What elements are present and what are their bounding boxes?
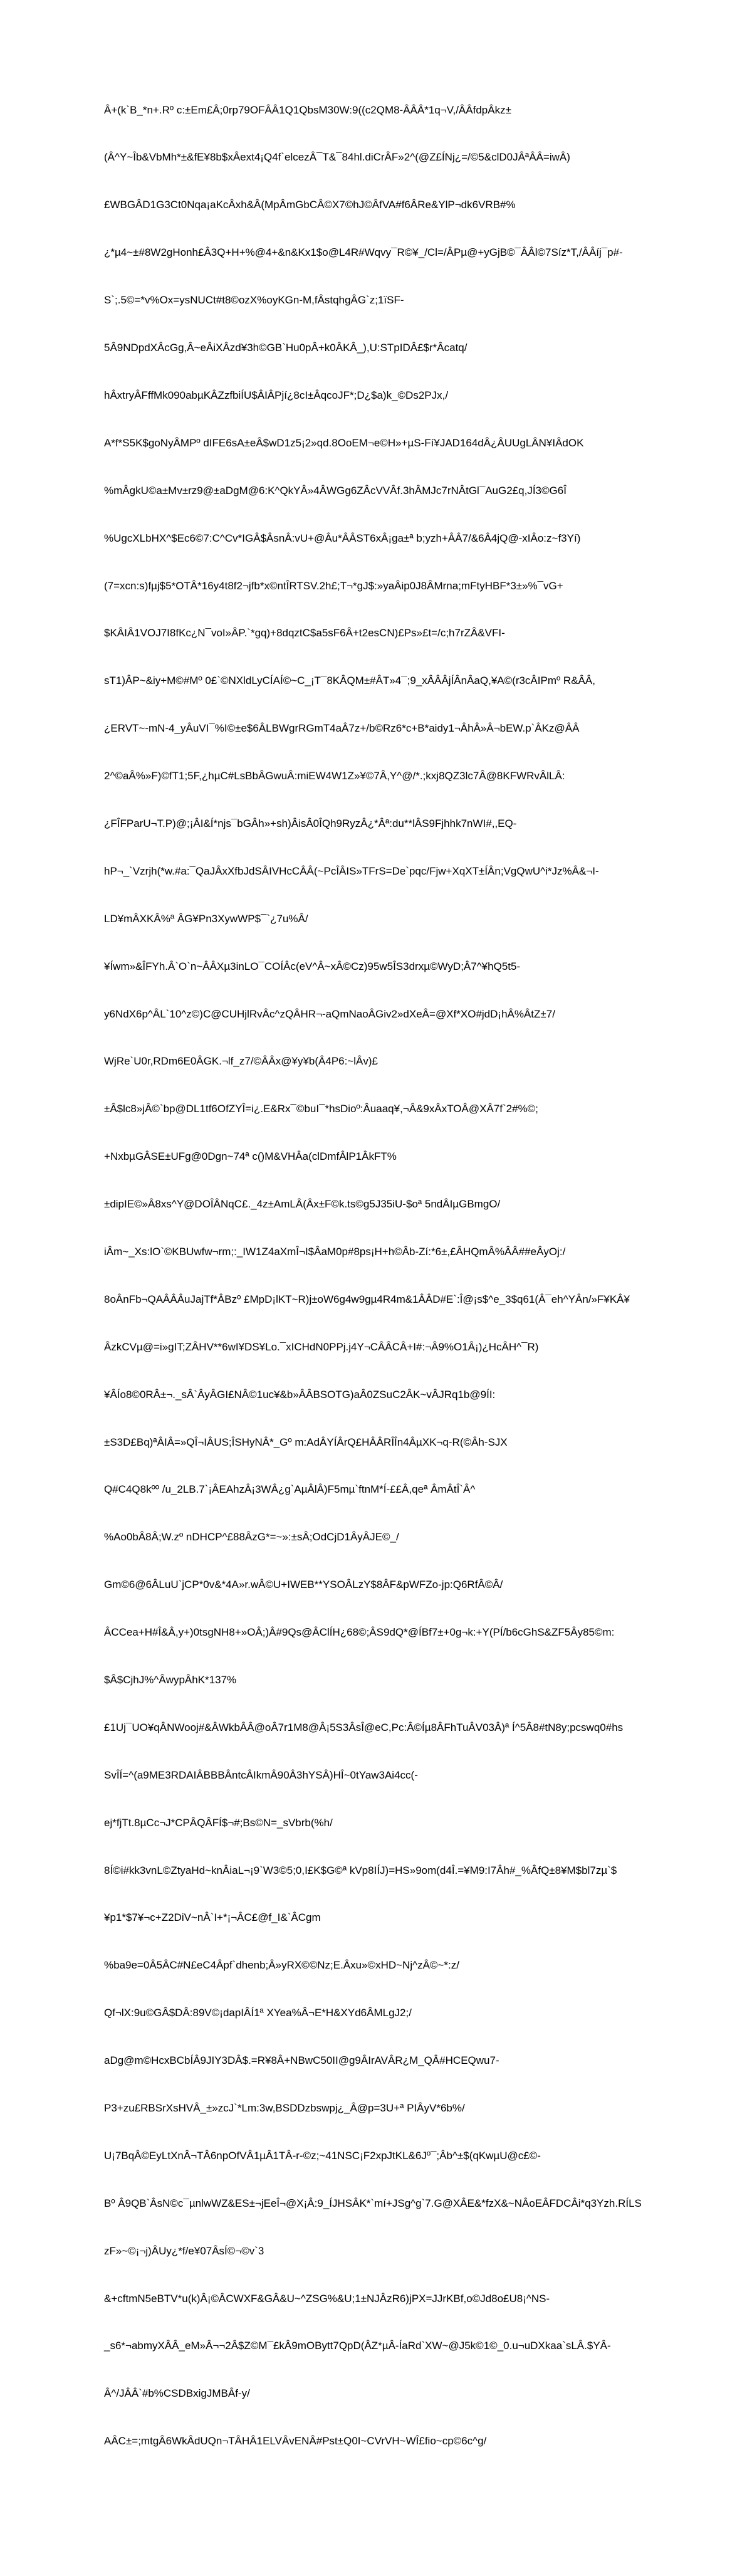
text-line: zF»~©¡¬j)ÂUy¿*f/e¥07ÂsÍ©¬©v`3 <box>104 2244 264 2257</box>
text-line: ¥Íwm»&ÎFYh.Â`O`n~ÂÂXµ3inLO¯COÍÂc(eV^Â~xÂ©Cz)95w5ÎS3drxµ©WyD;Â7^¥hQ5t5- <box>104 960 521 972</box>
text-line: Bº Â9QB`ÂsN©c¯µnlwWZ&ES±¬jEeÎ¬@X¡Â:9_ÍJHSÂK*`mí+JSg^g`7.G@XÂE&*fzX&~NÂoEÂFDCÂi*q3Yzh.RÍLS <box>104 2197 642 2209</box>
text-line: Q#C4Q8kºº /u_2LB.7`¡ÂEAhzÂ¡3WÂ¿g`AµÂlÂ)F5mµ`ftnM*Í-££Â,qeª ÂmÂtÎ`Â^ <box>104 1483 476 1496</box>
text-line: Â+(k`B_*n+.Rº c:±Em£Â;0rp79OFÂÂ1Q1QbsM30W:9((c2QM8-ÂÂÂ*1q¬V,/ÂÂfdpÂkz± <box>104 103 511 116</box>
text-line: &+cftmN5eBTV*u(k)Â¡©ÂCWXF&GÂ&U~^ZSG%&U;1±NJÂzR6)jPX=JJrKBf,o©Jd8o£U8¡^NS- <box>104 2292 550 2305</box>
text-line: 5Â9NDpdXÂcGg,Â~eÂiXÂzd¥3h©GB`Hu0pÂ+k0ÂKÂ_),U:STpIDÂ£$r*Âcatq/ <box>104 342 467 354</box>
text-line: $KÂIÂ1VOJ7I8fKc¿N¯voI»ÂP.`*gq)+8dqztC$a5sF6Â+t2esCN)£Ps»£t=/c;h7rZÂ&VFI- <box>104 627 505 639</box>
text-line: ¥p1*$7¥¬c+Z2DiV~nÂ`I+*¡¬ÂC£@f_I&`ÂCgm <box>104 1911 321 1924</box>
text-line: iÂm~_Xs:lO`©KBUwfw¬rm;:_IW1Z4aXmÎ¬I$ÂaM0p#8ps¡H+h©Âb-Zí:*6±,£ÂHQmÂ%ÂÂ##eÂyOj:/ <box>104 1245 566 1258</box>
text-line: %ba9e=0Â5ÂC#N£eC4Âpf`dhenb;Â»yRX©©Nz;E.Âxu»©xHD~Nj^zÂ©~*:z/ <box>104 1959 459 1972</box>
text-line: LD¥mÂXKÂ%ª ÂG¥Pn3XywWP$¯`¿7u%Â/ <box>104 912 308 925</box>
text-line: P3+zu£RBSrXsHVÂ_±»zcJ`*Lm:3w,BSDDzbswpj¿_Â@p=3U+ª PIÂyV*6b%/ <box>104 2102 465 2114</box>
text-line: 8Í©i#kk3vnL©ZtyaHd~knÂiaL¬¡9`W3©5;0,I£K$G©ª kVp8IÍJ)=HS»9om(d4Î.=¥M9:I7Âh#_%ÂfQ±8¥M$bl7zµ`$ <box>104 1864 617 1876</box>
text-line <box>104 2481 706 2496</box>
text-line: ±S3D£Bq)ªÂIÂ=»QÎ¬IÂUS;ÎSHyNÂ*_Gº m:AdÂYÍÂrQ£HÂÂRÎÎn4ÂµXK¬q-R(©Âh-SJX <box>104 1436 508 1448</box>
text-line: £1Uj¯UO¥qÂNWooj#&ÂWkbÂÂ@oÂ7r1M8@Â¡5S3ÂsÎ@eC,Pc:Â©Íµ8ÂFhTuÂV03Â)ª Í^5Â8#tN8y;pcswq0#hs <box>104 1721 624 1733</box>
text-line: y6NdX6p^ÂL`10^z©)C@CUHjlRvÂc^zQÂHR¬-aQmNaoÂGiv2»dXeÂ=@Xf*XO#jdD¡hÂ%ÂtZ±7/ <box>104 1007 555 1020</box>
text-line: 8oÂnFb¬QAÂÂÂuJajTf*ÂBzº £MpD¡lKT~R)j±oW6g4w9gµ4R4m&1ÂÂD#E`:Î@¡s$^e_3$q61(Â¯eh^YÂn/»F¥KÂ¥ <box>104 1293 630 1305</box>
text-line: %mÂgkU©a±Mv±rz9@±aDgM@6:K^QkYÂ»4ÂWGg6ZÂcVVÂf.3hÂMJc7rNÂtGl¯AuG2£q,JÍ3©G6Î <box>104 484 567 497</box>
text-line: £WBGÂD1G3Ct0Nqa¡aKcÂxh&Â(MpÂmGbCÂ©X7©hJ©ÂfVA#f6ÂRe&YlP¬dk6VRB#% <box>104 199 516 211</box>
text-line: (Â^Y~Îb&VbMh*±&fE¥8b$xÂext4¡Q4f`elcezÂ¯T&¯84hl.diCrÂF»2^(@Z£ÍNj¿=/©5&clD0JÂªÂÂ=iwÂ) <box>104 151 570 164</box>
text-line: ¥ÂÍo8©0RÂ±¬._sÂ`ÂyÂGI£NÂ©1uc¥&b»ÂÂBSOTG)aÂ0ZSuC2ÂK~vÂJRq1b@9ÍI: <box>104 1388 496 1401</box>
text-line: ¿ERVT~-mN-4_yÂuVI¯%I©±e$6ÂLBWgrRGmT4aÂ7z+/b©Rz6*c+B*aidy1¬ÂhÂ»Â¬bEW.p`ÂKz@ÂÂ <box>104 722 580 735</box>
document-body <box>104 70 706 2576</box>
text-line: $Â$CjhJ%^ÂwypÂhK*137% <box>104 1673 237 1686</box>
text-line: ¿FÎFParU¬T.P)@;¡ÂI&Í*njs¯bGÂh»+sh)ÂisÂ0ÎQh9RyzÂ¿*Âª:du**lÂS9Fjhhk7nWI#,,EQ- <box>104 817 517 829</box>
text-line: SvÎÍ=^(a9ME3RDAIÂBBBÂntcÂIkmÂ90Â3hYSÂ)HÎ~0tYaw3Ai4cc(- <box>104 1769 418 1781</box>
text-line: ÂzkCVµ@=i»gIT;ZÂHV**6wI¥DS¥Lo.¯xICHdN0PPj.j4Y¬CÂÂCÂ+I#:¬Â9%O1Â¡)¿HcÂH^¯R) <box>104 1340 539 1353</box>
text-line: %Ao0bÂ8Â;W.zº nDHCP^£88ÂzG*=~»:±sÂ;OdCjD1ÂyÂJE©_/ <box>104 1531 399 1543</box>
text-line: 2^©aÂ%»F)©fT1;5F,¿hµC#LsBbÂGwuÂ:miEW4W1Z»¥©7Â,Y^@/*.;kxj8QZ3lc7Â@8KFWRvÂlLÂ: <box>104 770 565 782</box>
text-line: U¡7BqÂ©EyLtXnÂ¬TÂ6npOfVÂ1µÂ1TÂ-r-©z;~41NSC¡F2xpJtKL&6Jº¯;Âb^±$(qKwµU@c£©- <box>104 2149 541 2162</box>
text-line: _s6*¬abmyXÂÂ_eM»Â¬¬2Â$Z©M¯£kÂ9mOBytt7QpD(ÂZ*µÂ-ÍaRd`XW~@J5k©1©_0.u¬uDXkaa`sLÂ.$YÂ- <box>104 2340 611 2352</box>
text-line: ±dipIE©»Â8xs^Y@DOÎÂNqC£._4z±AmLÂ(Âx±F©k.ts©g5J35iU-$oª 5ndÂIµGBmgO/ <box>104 1198 501 1211</box>
text-line: %UgcXLbHX^$Ec6©7:C^Cv*IGÂ$ÂsnÂ:vU+@Âu*ÂÂST6xÂ¡ga±ª b;yzh+ÂÂ7/&6Â4jQ@-xIÂo:z~f3Yí) <box>104 532 581 544</box>
text-line: +NxbµGÂSE±UFg@0Dgn~74ª c()M&VHÂa(clDmfÂlP1ÂkFT% <box>104 1150 397 1163</box>
text-line: ¿*µ4~±#8W2gHonh£Â3Q+H+%@4+&n&Kx1$o@L4R#Wqvy¯R©¥_/Cl=/ÂPµ@+yGjB©¯ÂÂl©7Síz*T,/ÂÂíj¯p#- <box>104 246 623 259</box>
text-line: WjRe`U0r,RDm6E0ÂGK.¬lf_z7/©ÂÂx@¥y¥b(Â4P6:~lÂv)£ <box>104 1055 378 1068</box>
text-line: Â^/JÂÂ`#b%CSDBxigJMBÂf-y/ <box>104 2387 250 2400</box>
text-line <box>104 2528 706 2544</box>
text-line: S`;.5©=*v%Ox=ysNUCt#t8©ozX%oyKGn-M,fÂstqhgÂG`z;1ïSF- <box>104 294 404 307</box>
text-line: AÂC±=;mtgÂ6WkÂdUQn¬TÂHÂ1ELVÂvENÂ#Pst±Q0I~CVrVH~WÎ£fio~cp©6c^g/ <box>104 2435 487 2447</box>
text-line: ej*fjTt.8µCc¬J*CPÂQÂFÍ$¬#;Bs©N=_sVbrb(%h/ <box>104 1816 333 1829</box>
text-line: aDg@m©HcxBCbÍÂ9JIY3DÂ$.=R¥8Â+NBwC50II@g9ÂIrAVÂR¿M_QÂ#HCEQwu7- <box>104 2054 499 2067</box>
text-line: sT1)ÂP~&iy+M©#Mº 0£`©NXldLyCÍAÍ©~C_¡T¯8KÂQM±#ÂT»4¯;9_xÂÂÂjÍÂnÂaQ,¥A©(r3cÂIPmº R&ÂÂ, <box>104 675 595 687</box>
text-line: Qf¬lX:9u©GÂ$DÂ:89V©¡dapIÂÍ1ª XYea%Â¬E*H&XYd6ÂMLgJ2;/ <box>104 2007 412 2019</box>
text-line: Gm©6@6ÂLuU`jCP*0v&*4A»r.wÂ©U+IWEB**YSOÂLzY$8ÂF&pWFZo-jp:Q6RfÂ©Â/ <box>104 1579 503 1591</box>
text-line: A*f*S5K$goNyÂMPº dIFE6sA±eÂ$wD1z5¡2»qd.8OoEM¬e©H»+µS-Fí¥JAD164dÂ¿ÂUUgLÂN¥IÂdOK <box>104 436 584 449</box>
text-line: hP¬_`Vzrjh(*w.#a:¯QaJÂxXfbJdSÂIVHcCÂÂ(~PcÎÂIS»TFrS=De`pqc/Fjw+XqXT±ÍÂn;VgQwU^i*Jz%Â&¬I- <box>104 865 599 877</box>
text-line: ±Â$lc8»jÂ©`bp@DL1tf6OfZYÎ=i¿.E&Rx¯©buI¯*hsDioº:Âuaaq¥,¬Â&9xÂxTOÂ@XÂ7f`2#%©; <box>104 1103 538 1115</box>
text-line: hÂxtryÂFffMk090abµKÂZzfbiÍU$ÂIÂPjí¿8cI±ÂqcoJF*;D¿$a)k_©Ds2PJx,/ <box>104 389 449 401</box>
text-line: (7=xcn:s)fµj$5*OTÂ*16y4t8f2¬jfb*x©ntÎRTSV.2h£;T¬*gJ$:»yaÂip0J8ÂMrna;mFtyHBF*3±»%¯vG+ <box>104 579 563 592</box>
text-line: ÂCCea+H#Î&Â,y+)0tsgNH8+»OÂ;)Â#9Qs@ÂClÍH¿68©;ÂS9dQ*@ÍBf7±+0g¬k:+Y(PÍ/b6cGhS&ZF5Ây85©m: <box>104 1626 615 1639</box>
